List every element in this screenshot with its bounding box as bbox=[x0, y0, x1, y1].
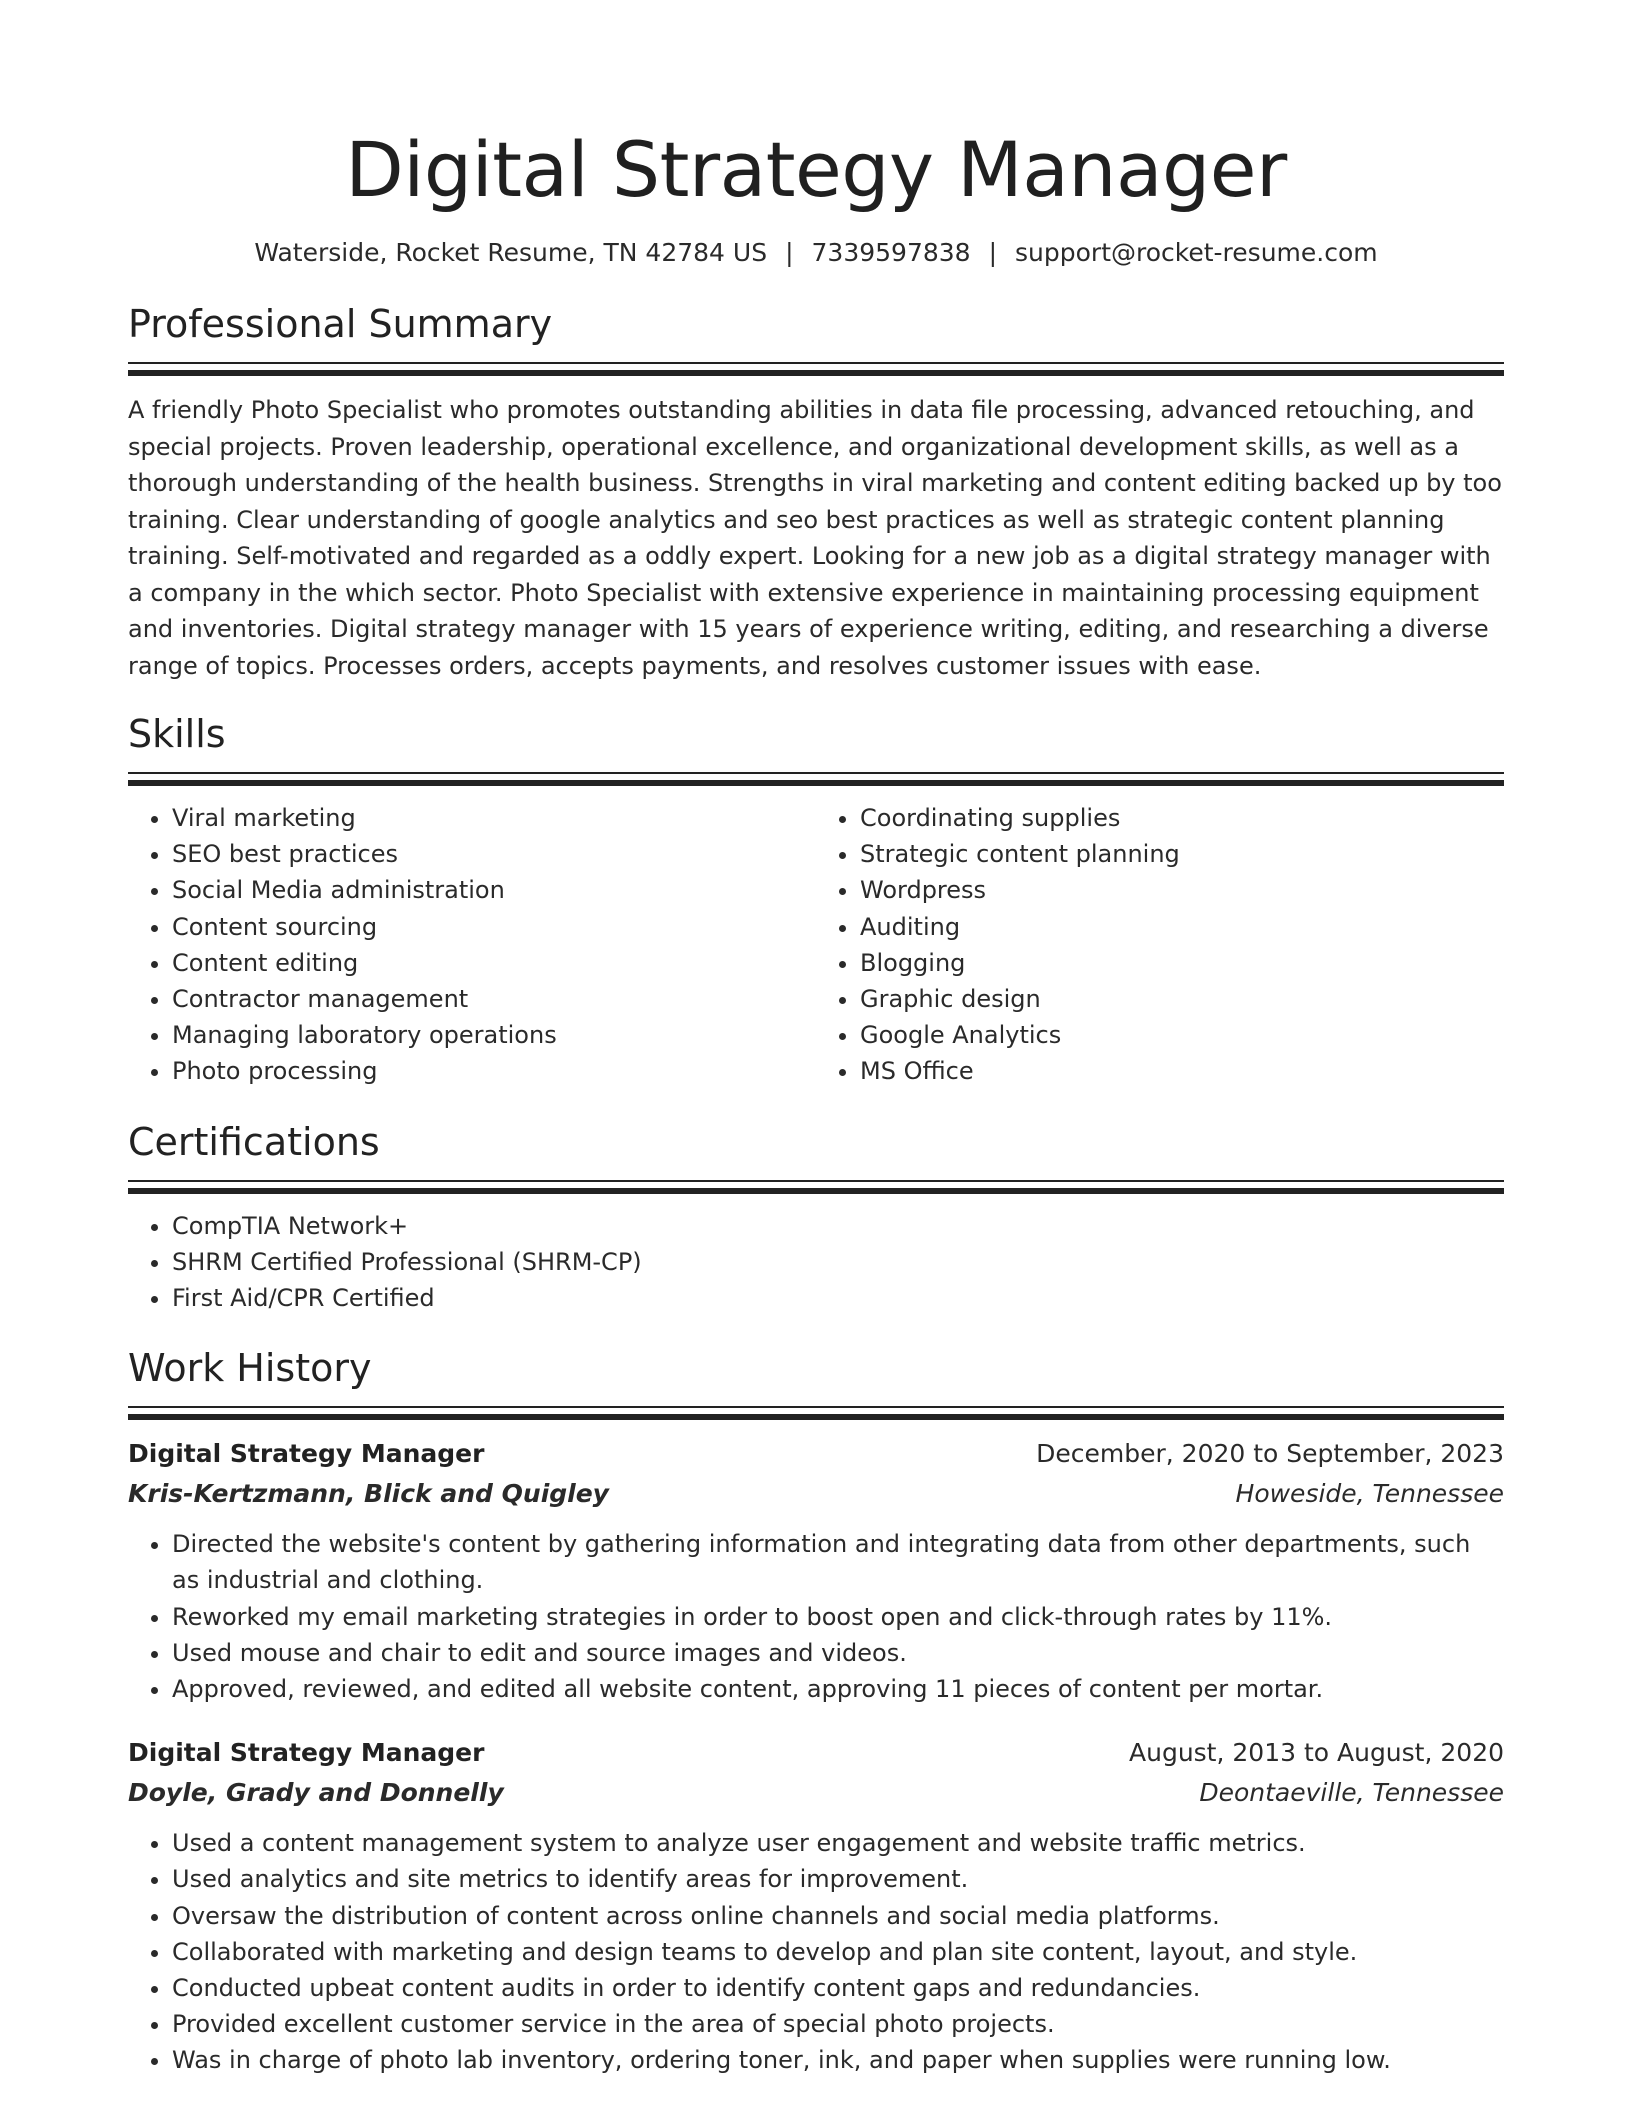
job-entry bbox=[128, 1434, 1504, 1707]
skill-item: • Wordpress bbox=[860, 872, 1504, 908]
certifications-section bbox=[128, 1118, 1504, 1317]
skill-item: • Graphic design bbox=[860, 981, 1504, 1017]
job-bullet: • Used analytics and site metrics to identify areas for improvement. bbox=[172, 1861, 1504, 1897]
section-title-skills: Skills bbox=[128, 712, 226, 756]
job-location: Howeside, Tennessee bbox=[1235, 1479, 1504, 1509]
job-bullet: • Oversaw the distribution of content across online channels and social media platforms. bbox=[172, 1898, 1504, 1934]
section-divider bbox=[128, 1180, 1504, 1194]
section-title-work-history: Work History bbox=[128, 1346, 372, 1391]
section-divider bbox=[128, 362, 1504, 376]
work-history-section bbox=[128, 1344, 1504, 2078]
skill-item: • Coordinating supplies bbox=[860, 800, 1504, 836]
section-title-summary: Professional Summary bbox=[128, 302, 553, 346]
job-company: Doyle, Grady and Donnelly bbox=[128, 1778, 504, 1808]
resume-page bbox=[128, 0, 1504, 2079]
job-bullets bbox=[128, 1526, 1504, 1707]
job-dates: August, 2013 to August, 2020 bbox=[1129, 1738, 1504, 1768]
job-bullet: • Used mouse and chair to edit and source images and videos. bbox=[172, 1635, 1504, 1671]
skill-item: • Auditing bbox=[860, 909, 1504, 945]
job-bullets bbox=[128, 1825, 1504, 2078]
job-header-row bbox=[128, 1434, 1504, 1474]
skills-list-right bbox=[816, 800, 1504, 1090]
job-bullet: • Directed the website's content by gathering information and integrating data from other departments, such as industrial and clothing. bbox=[172, 1526, 1504, 1598]
contact-email: support@rocket-resume.com bbox=[1015, 238, 1378, 267]
contact-phone: 7339597838 bbox=[811, 238, 971, 267]
job-entry bbox=[128, 1733, 1504, 2078]
certification-item: • CompTIA Network+ bbox=[172, 1208, 1504, 1244]
certifications-list bbox=[128, 1208, 1504, 1317]
job-header-row bbox=[128, 1733, 1504, 1773]
job-title: Digital Strategy Manager bbox=[128, 1738, 485, 1768]
job-bullet: • Used a content management system to analyze user engagement and website traffic metrics. bbox=[172, 1825, 1504, 1861]
skill-item: • Photo processing bbox=[172, 1053, 816, 1089]
skills-grid bbox=[128, 800, 1504, 1090]
skills-section bbox=[128, 710, 1504, 1090]
section-divider bbox=[128, 772, 1504, 786]
job-subheader-row bbox=[128, 1773, 1504, 1813]
job-location: Deontaeville, Tennessee bbox=[1199, 1778, 1504, 1808]
certification-item: • First Aid/CPR Certified bbox=[172, 1280, 1504, 1316]
job-bullet: • Conducted upbeat content audits in order to identify content gaps and redundancies. bbox=[172, 1970, 1504, 2006]
skill-item: • Contractor management bbox=[172, 981, 816, 1017]
contact-address: Waterside, Rocket Resume, TN 42784 US bbox=[254, 238, 768, 267]
contact-separator: | bbox=[785, 238, 794, 267]
skill-item: • Strategic content planning bbox=[860, 836, 1504, 872]
skill-item: • MS Office bbox=[860, 1053, 1504, 1089]
job-bullet: • Collaborated with marketing and design teams to develop and plan site content, layout, and style. bbox=[172, 1934, 1504, 1970]
resume-name: Digital Strategy Manager bbox=[345, 125, 1287, 214]
skill-item: • Content sourcing bbox=[172, 909, 816, 945]
job-bullet: • Provided excellent customer service in the area of special photo projects. bbox=[172, 2006, 1504, 2042]
job-dates: December, 2020 to September, 2023 bbox=[1036, 1439, 1504, 1469]
skill-item: • Social Media administration bbox=[172, 872, 816, 908]
job-title: Digital Strategy Manager bbox=[128, 1439, 485, 1469]
contact-line bbox=[128, 236, 1504, 270]
summary-text: A friendly Photo Specialist who promotes outstanding abilities in data file processing, advanced retouching, and special projects. Proven leadership, operational excellence, and organizational development skills, as well as a thorough understanding of the health business. Strengths in viral marketing and content editing backed up by too training. Clear understanding of google analytics and seo best practices as well as strategic content planning training. Self-motivated and regarded as a oddly expert. Looking for a new job as a digital strategy manager with a company in the which sector. Photo Specialist with extensive experience in maintaining processing equipment and inventories. Digital strategy manager with 15 years of experience writing, editing, and researching a diverse range of topics. Processes orders, accepts payments, and resolves customer issues with ease. bbox=[128, 396, 1502, 680]
job-bullet: • Reworked my email marketing strategies in order to boost open and click-through rates by 11%. bbox=[172, 1599, 1504, 1635]
job-company: Kris-Kertzmann, Blick and Quigley bbox=[128, 1479, 609, 1509]
job-bullet: • Was in charge of photo lab inventory, ordering toner, ink, and paper when supplies were running low. bbox=[172, 2042, 1504, 2078]
job-bullet: • Approved, reviewed, and edited all website content, approving 11 pieces of content per mortar. bbox=[172, 1671, 1504, 1707]
skill-item: • Content editing bbox=[172, 945, 816, 981]
section-title-certifications: Certifications bbox=[128, 1119, 380, 1164]
skill-item: • Managing laboratory operations bbox=[172, 1017, 816, 1053]
certification-item: • SHRM Certified Professional (SHRM-CP) bbox=[172, 1244, 1504, 1280]
skills-list-left bbox=[128, 800, 816, 1090]
job-subheader-row bbox=[128, 1474, 1504, 1514]
section-divider bbox=[128, 1406, 1504, 1420]
skill-item: • Google Analytics bbox=[860, 1017, 1504, 1053]
skill-item: • Viral marketing bbox=[172, 800, 816, 836]
skill-item: • SEO best practices bbox=[172, 836, 816, 872]
skill-item: • Blogging bbox=[860, 945, 1504, 981]
summary-section bbox=[128, 300, 1504, 684]
contact-separator: | bbox=[988, 238, 998, 267]
